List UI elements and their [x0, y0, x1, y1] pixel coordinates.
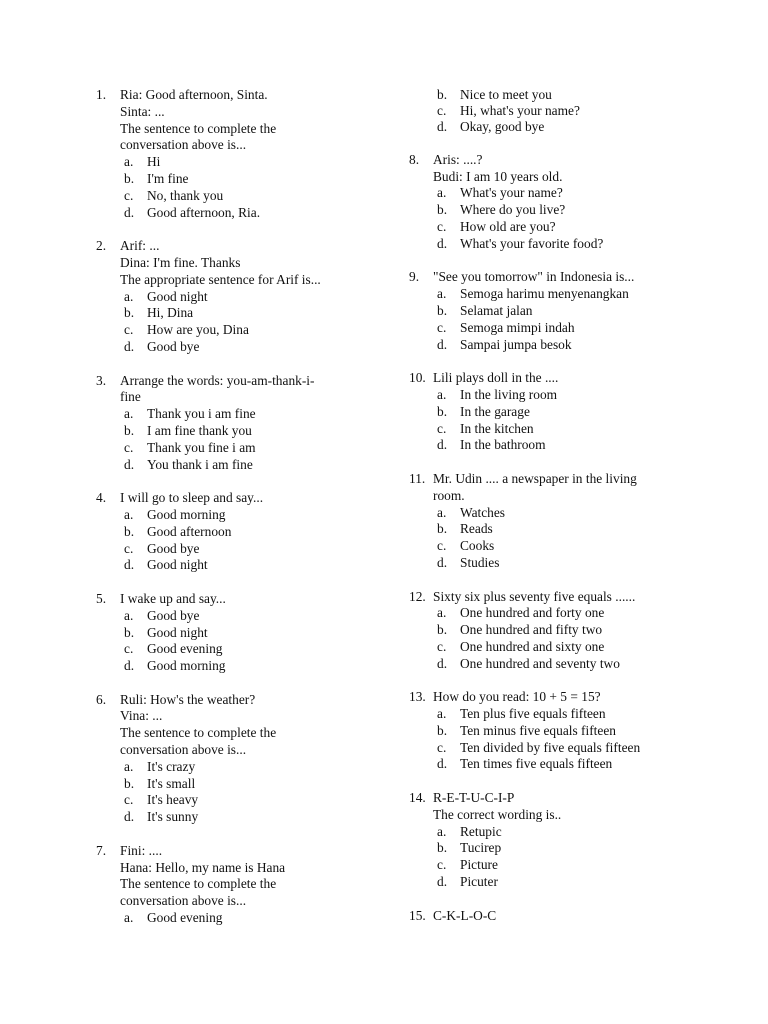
answer-option [120, 154, 376, 171]
question-number: 14. [409, 790, 426, 806]
option-text: It's sunny [147, 809, 199, 825]
question-4 [96, 490, 376, 574]
answer-option [120, 557, 376, 574]
option-letter: d. [437, 874, 448, 890]
answer-option [433, 622, 699, 639]
question-spacer [96, 356, 376, 373]
option-text: Good night [147, 557, 208, 573]
answer-option [433, 286, 699, 303]
option-letter: d. [437, 756, 448, 772]
option-letter: a. [124, 607, 134, 623]
option-letter: a. [437, 286, 447, 302]
question-text: I will go to sleep and say... [120, 490, 264, 506]
question-text: The appropriate sentence for Arif is... [120, 271, 321, 287]
option-letter: d. [437, 655, 448, 671]
option-text: How old are you? [460, 218, 556, 234]
option-text: I'm fine [147, 170, 189, 186]
answer-option [433, 202, 699, 219]
option-text: Cooks [460, 538, 495, 554]
question-spacer [96, 826, 376, 843]
option-text: Hi, what's your name? [460, 103, 580, 118]
question-spacer [96, 473, 376, 490]
option-letter: d. [124, 809, 135, 825]
answer-option [120, 641, 376, 658]
answer-option [433, 387, 699, 404]
option-letter: c. [437, 739, 447, 755]
question-3 [96, 373, 376, 474]
option-text: Thank you fine i am [147, 439, 256, 455]
option-text: What's your favorite food? [460, 235, 604, 251]
option-text: Good evening [147, 910, 223, 926]
answer-option [433, 756, 699, 773]
question-9 [409, 269, 699, 353]
option-text: Good morning [147, 506, 226, 522]
question-12 [409, 589, 699, 673]
answer-option [120, 759, 376, 776]
answer-option [120, 423, 376, 440]
option-letter: d. [437, 336, 448, 352]
option-text: Good evening [147, 641, 223, 657]
answer-option [120, 188, 376, 205]
option-text: No, thank you [147, 187, 224, 203]
answer-option [433, 219, 699, 236]
question-number: 15. [409, 907, 426, 923]
question-6 [96, 692, 376, 826]
answer-option [433, 605, 699, 622]
option-letter: b. [437, 202, 448, 218]
answer-option [120, 457, 376, 474]
option-letter: b. [437, 87, 448, 102]
option-text: Hi [147, 154, 161, 170]
option-text: Good morning [147, 658, 226, 674]
option-letter: c. [437, 103, 447, 118]
question-spacer [409, 773, 699, 790]
option-text: Good night [147, 624, 208, 640]
option-letter: a. [437, 386, 447, 402]
option-letter: b. [124, 305, 135, 321]
option-letter: c. [437, 638, 447, 654]
option-letter: d. [124, 658, 135, 674]
option-text: Good night [147, 288, 208, 304]
question-7 [96, 843, 376, 927]
answer-option [120, 809, 376, 826]
question-text: Arrange the words: you-am-thank-i- [120, 372, 315, 388]
option-letter: a. [437, 504, 447, 520]
answer-option [433, 437, 699, 454]
question-text: Dina: I'm fine. Thanks [120, 254, 241, 270]
answer-option [120, 440, 376, 457]
question-text: Vina: ... [120, 708, 163, 724]
left-column [96, 87, 376, 927]
option-letter: a. [437, 605, 447, 621]
option-letter: c. [437, 857, 447, 873]
question-number: 13. [409, 689, 426, 705]
question-text: I wake up and say... [120, 590, 226, 606]
option-text: Good afternoon, Ria. [147, 204, 261, 220]
question-number: 9. [409, 269, 420, 285]
answer-option [120, 305, 376, 322]
answer-option [433, 874, 699, 891]
option-text: Ten plus five equals fifteen [460, 706, 606, 722]
option-text: Where do you live? [460, 202, 566, 218]
question-spacer [96, 675, 376, 692]
question-text: The sentence to complete the [120, 725, 277, 741]
question-text: conversation above is... [120, 893, 247, 909]
question-text: How do you read: 10 + 5 = 15? [433, 689, 601, 705]
answer-option [433, 824, 699, 841]
question-13 [409, 689, 699, 773]
answer-option [433, 303, 699, 320]
question-text: R-E-T-U-C-I-P [433, 790, 515, 806]
option-text: Ten minus five equals fifteen [460, 722, 616, 738]
option-text: In the garage [460, 403, 530, 419]
option-letter: c. [124, 792, 134, 808]
question-text: fine [120, 389, 141, 405]
option-text: Selamat jalan [460, 302, 533, 318]
question-number: 1. [96, 87, 107, 102]
question-text: "See you tomorrow" in Indonesia is... [433, 269, 635, 285]
option-letter: c. [124, 540, 134, 556]
question-text: Sinta: ... [120, 103, 165, 119]
question-number: 4. [96, 490, 107, 506]
question-11 [409, 471, 699, 572]
option-letter: b. [437, 722, 448, 738]
option-letter: c. [124, 439, 134, 455]
right-column [409, 87, 699, 924]
answer-option [433, 87, 699, 103]
question-spacer [409, 891, 699, 908]
question-spacer [96, 221, 376, 238]
question-spacer [409, 135, 699, 152]
answer-option [120, 776, 376, 793]
question-text: conversation above is... [120, 137, 247, 153]
question-10 [409, 370, 699, 454]
answer-option [433, 505, 699, 522]
option-letter: d. [124, 557, 135, 573]
option-text: Tucirep [460, 840, 502, 856]
option-letter: b. [437, 840, 448, 856]
question-text: The sentence to complete the [120, 120, 277, 136]
option-letter: d. [124, 204, 135, 220]
question-15 [409, 908, 699, 925]
option-letter: a. [437, 185, 447, 201]
option-letter: c. [124, 187, 134, 203]
answer-option [433, 656, 699, 673]
option-text: Sampai jumpa besok [460, 336, 572, 352]
answer-option [433, 320, 699, 337]
option-text: Nice to meet you [460, 87, 552, 102]
answer-option [433, 740, 699, 757]
question-5 [96, 591, 376, 675]
option-letter: c. [437, 420, 447, 436]
answer-option [433, 857, 699, 874]
question-spacer [409, 454, 699, 471]
answer-option [433, 119, 699, 135]
option-letter: a. [437, 706, 447, 722]
option-text: It's small [147, 775, 196, 791]
answer-option [433, 538, 699, 555]
question-text: Ria: Good afternoon, Sinta. [120, 87, 268, 102]
answer-option [433, 723, 699, 740]
option-letter: a. [124, 758, 134, 774]
option-letter: b. [437, 622, 448, 638]
answer-option [120, 171, 376, 188]
option-letter: c. [437, 538, 447, 554]
option-letter: c. [437, 319, 447, 335]
option-text: Picuter [460, 874, 498, 890]
option-text: One hundred and sixty one [460, 638, 605, 654]
question-number: 2. [96, 238, 107, 254]
answer-option [120, 339, 376, 356]
option-letter: b. [124, 523, 135, 539]
option-text: Good bye [147, 338, 200, 354]
answer-option [433, 840, 699, 857]
option-letter: d. [437, 554, 448, 570]
option-text: Retupic [460, 823, 502, 839]
option-text: You thank i am fine [147, 456, 253, 472]
answer-option [120, 792, 376, 809]
option-text: Okay, good bye [460, 119, 545, 134]
question-7-continued-options [409, 87, 699, 135]
option-letter: a. [124, 154, 134, 170]
option-text: One hundred and forty one [460, 605, 605, 621]
question-text: Budi: I am 10 years old. [433, 168, 563, 184]
option-letter: b. [124, 624, 135, 640]
question-text: Mr. Udin .... a newspaper in the living [433, 470, 637, 486]
answer-option [433, 404, 699, 421]
option-letter: a. [124, 288, 134, 304]
answer-option [120, 507, 376, 524]
answer-option [120, 322, 376, 339]
option-text: Studies [460, 554, 500, 570]
option-text: Semoga mimpi indah [460, 319, 575, 335]
option-letter: b. [124, 422, 135, 438]
option-letter: a. [124, 406, 134, 422]
option-text: Ten times five equals fifteen [460, 756, 613, 772]
option-text: I am fine thank you [147, 422, 252, 438]
answer-option [120, 289, 376, 306]
option-letter: c. [124, 322, 134, 338]
answer-option [433, 337, 699, 354]
option-text: In the living room [460, 386, 558, 402]
option-text: In the kitchen [460, 420, 534, 436]
answer-option [433, 185, 699, 202]
question-text: C-K-L-O-C [433, 907, 497, 923]
answer-option [120, 658, 376, 675]
answer-option [433, 706, 699, 723]
question-2 [96, 238, 376, 356]
option-letter: d. [437, 119, 448, 134]
question-number: 7. [96, 842, 107, 858]
question-spacer [409, 353, 699, 370]
question-text: Aris: ....? [433, 151, 483, 167]
answer-option [120, 406, 376, 423]
answer-option [120, 205, 376, 222]
option-text: How are you, Dina [147, 322, 249, 338]
question-text: The sentence to complete the [120, 876, 277, 892]
option-text: Thank you i am fine [147, 406, 256, 422]
option-text: Ten divided by five equals fifteen [460, 739, 641, 755]
question-number: 12. [409, 588, 426, 604]
option-text: One hundred and fifty two [460, 622, 603, 638]
question-number: 10. [409, 370, 426, 386]
question-number: 6. [96, 691, 107, 707]
option-letter: a. [437, 823, 447, 839]
option-letter: c. [124, 641, 134, 657]
option-letter: b. [124, 170, 135, 186]
question-text: The correct wording is.. [433, 806, 562, 822]
option-text: Good bye [147, 540, 200, 556]
option-text: It's crazy [147, 758, 196, 774]
option-text: Reads [460, 521, 493, 537]
answer-option [433, 639, 699, 656]
question-spacer [409, 572, 699, 589]
question-14 [409, 790, 699, 891]
question-text: Sixty six plus seventy five equals ...... [433, 588, 636, 604]
option-letter: a. [124, 506, 134, 522]
option-text: Semoga harimu menyenangkan [460, 286, 629, 302]
option-text: Picture [460, 857, 498, 873]
question-text: Lili plays doll in the .... [433, 370, 559, 386]
answer-option [433, 103, 699, 119]
option-letter: d. [124, 338, 135, 354]
answer-option [433, 555, 699, 572]
question-8 [409, 152, 699, 253]
option-text: In the bathroom [460, 437, 546, 453]
question-number: 11. [409, 470, 426, 486]
option-letter: b. [124, 775, 135, 791]
question-spacer [96, 574, 376, 591]
question-text: Hana: Hello, my name is Hana [120, 859, 286, 875]
option-letter: d. [437, 437, 448, 453]
option-text: It's heavy [147, 792, 199, 808]
option-text: Watches [460, 504, 506, 520]
question-spacer [409, 673, 699, 690]
option-text: Good afternoon [147, 523, 232, 539]
answer-option [433, 521, 699, 538]
question-number: 8. [409, 151, 420, 167]
question-text: room. [433, 487, 465, 503]
option-letter: b. [437, 403, 448, 419]
answer-option [120, 910, 376, 927]
question-1 [96, 87, 376, 221]
question-spacer [409, 253, 699, 270]
option-letter: c. [437, 218, 447, 234]
option-letter: d. [124, 456, 135, 472]
option-letter: b. [437, 521, 448, 537]
option-text: One hundred and seventy two [460, 655, 620, 671]
option-letter: b. [437, 302, 448, 318]
answer-option [433, 421, 699, 438]
option-letter: a. [124, 910, 134, 926]
question-text: Ruli: How's the weather? [120, 691, 256, 707]
option-text: Hi, Dina [147, 305, 194, 321]
answer-option [120, 608, 376, 625]
question-number: 3. [96, 372, 107, 388]
option-text: Good bye [147, 607, 200, 623]
answer-option [433, 236, 699, 253]
option-text: What's your name? [460, 185, 563, 201]
question-text: conversation above is... [120, 742, 247, 758]
question-text: Arif: ... [120, 238, 160, 254]
answer-option [120, 541, 376, 558]
question-text: Fini: .... [120, 842, 163, 858]
question-number: 5. [96, 590, 107, 606]
answer-option [120, 625, 376, 642]
option-letter: d. [437, 235, 448, 251]
answer-option [120, 524, 376, 541]
